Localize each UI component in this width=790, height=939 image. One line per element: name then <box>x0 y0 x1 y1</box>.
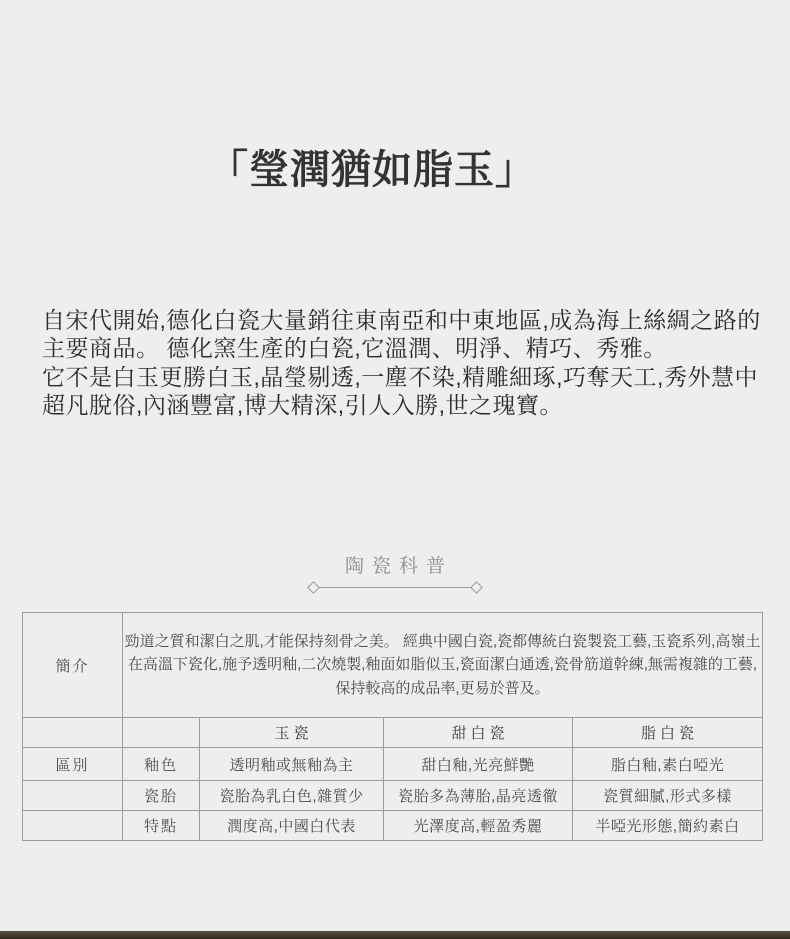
glaze-value-jade: 透明釉或無釉為主 <box>200 748 384 781</box>
empty-cell <box>123 718 200 748</box>
body-value-lard-white: 瓷質細膩,形式多樣 <box>573 781 763 811</box>
page-title: 「瑩潤猶如脂玉」 <box>208 148 536 192</box>
glaze-value-lard-white: 脂白釉,素白啞光 <box>573 748 763 781</box>
column-header-sweet-white-porcelain: 甜白瓷 <box>384 718 573 748</box>
intro-text-line-group-2: 它不是白玉更勝白玉,晶瑩剔透,一塵不染,精雕細琢,巧奪天工,秀外慧中超凡脫俗,內涵豐富,博大精深,引人入勝,世之瑰寶。 <box>42 363 758 418</box>
intro-text-line-group-1: 自宋代開始,德化白瓷大量銷往東南亞和中東地區,成為海上絲綢之路的主要商品。 德化窯生產的白瓷,它溫潤、明淨、精巧、秀雅。 <box>42 307 761 362</box>
row-label-intro: 簡介 <box>23 613 123 718</box>
intro-description-cell: 勁道之質和潔白之肌,才能保持刻骨之美。 經典中國白瓷,瓷都傳統白瓷製瓷工藝,玉瓷系列,高嶺土在高溫下瓷化,施予透明釉,二次燒製,釉面如脂似玉,瓷面潔白通透,瓷骨筋道幹練,無需複雜的工藝,保持較高的成品率,更易於普及。 <box>123 613 763 718</box>
row-label-body: 瓷胎 <box>123 781 200 811</box>
table-row-feature <box>23 811 763 841</box>
table-row-intro <box>23 613 763 718</box>
table-row-glaze <box>23 748 763 781</box>
section-title: 陶瓷科普 <box>344 556 453 577</box>
feature-value-lard-white: 半啞光形態,簡約素白 <box>573 811 763 841</box>
glaze-value-sweet-white: 甜白釉,光亮鮮艷 <box>384 748 573 781</box>
row-label-feature: 特點 <box>123 811 200 841</box>
empty-cell <box>23 811 123 841</box>
body-value-sweet-white: 瓷胎多為薄胎,晶亮透徹 <box>384 781 573 811</box>
column-header-jade-porcelain: 玉瓷 <box>200 718 384 748</box>
diamond-icon <box>307 581 320 594</box>
table-row-body <box>23 781 763 811</box>
divider-line <box>318 587 472 588</box>
table-row-column-headers <box>23 718 763 748</box>
empty-cell <box>23 781 123 811</box>
section-divider <box>309 583 481 592</box>
intro-paragraph <box>42 306 764 419</box>
empty-cell <box>23 718 123 748</box>
feature-value-jade: 潤度高,中國白代表 <box>200 811 384 841</box>
section-header <box>0 551 790 578</box>
porcelain-comparison-table <box>22 612 763 841</box>
row-label-compare: 區別 <box>23 748 123 781</box>
row-label-glaze: 釉色 <box>123 748 200 781</box>
footer-bar <box>0 931 790 939</box>
body-value-jade: 瓷胎為乳白色,雜質少 <box>200 781 384 811</box>
column-header-lard-white-porcelain: 脂白瓷 <box>573 718 763 748</box>
diamond-icon <box>470 581 483 594</box>
feature-value-sweet-white: 光澤度高,輕盈秀麗 <box>384 811 573 841</box>
